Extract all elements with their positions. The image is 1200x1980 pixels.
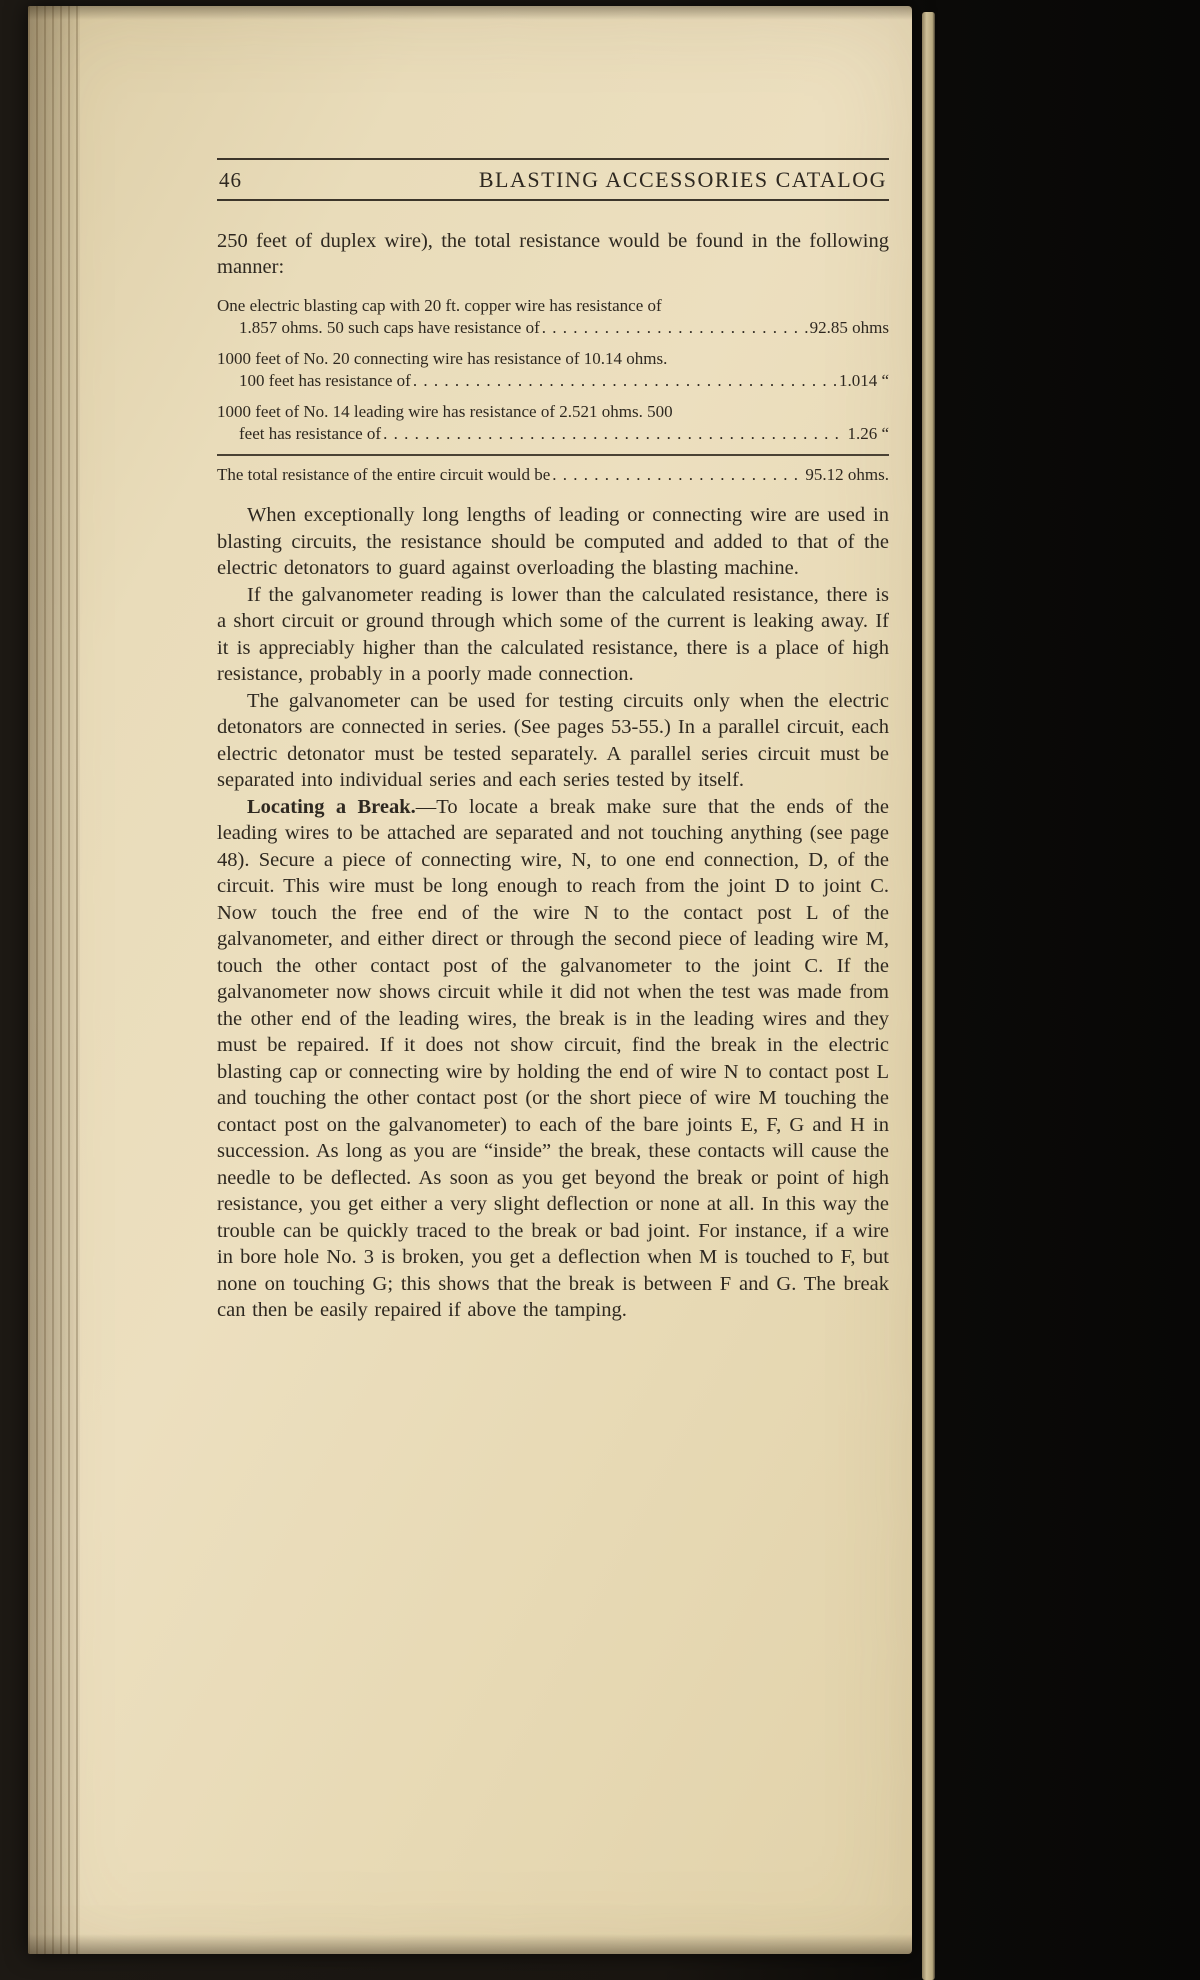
dot-leader (413, 370, 837, 392)
resistance-row-value: 1.014 “ (838, 371, 889, 390)
resistance-row-line1: 1000 feet of No. 14 leading wire has resistance of 2.521 ohms. 500 (217, 402, 673, 421)
total-value: 95.12 ohms. (805, 465, 889, 484)
dot-leader (383, 423, 845, 445)
paragraph-body-text: —To locate a break make sure that the ends of the leading wires to be attached are separated and not touching anything (see page 48). Secure a piece of connecting wire, N, to one end connection, D, of the circuit. This wire must be long enough to reach from the joint D to joint C. Now touch the free end of the wire N to the contact post L of the galvanometer, and either direct or through the second piece of leading wire M, touch the other contact post of the galvanometer to the joint C. If the galvanometer now shows circuit while it did not when the test was made from the other end of the leading wires, the break is in the leading wires and they must be repaired. If it does not show circuit, find the break in the electric blasting cap or connecting wire by holding the end of wire N to contact post L and touching the other contact post (or the short piece of wire M touching the contact post on the galvanometer) to each of the bare joints E, F, G and H in succession. As long as you are “inside” the break, these contacts will cause the needle to be deflected. As soon as you get beyond the break or point of high resistance, you get either a very slight deflection or none at all. In this way the trouble can be quickly traced to the break or bad joint. For instance, if a wire in bore hole No. 3 is broken, you get a deflection when M is touched to F, but none on touching G; this shows that the break is between F and G. The break can then be easily repaired if above the tamping. (217, 795, 889, 1321)
total-resistance-line (217, 464, 889, 486)
dot-leader (542, 317, 808, 339)
dot-leader (552, 464, 803, 486)
body-paragraph: If the galvanometer reading is lower than the calculated resistance, there is a short circuit or ground through which some of the current is leaking away. If it is appreciably higher than the calculated resistance, there is a place of high resistance, probably in a poorly made connection. (217, 583, 889, 685)
page-header (217, 158, 889, 201)
page-content (217, 158, 889, 1324)
resistance-row-label: feet has resistance of (239, 424, 382, 443)
total-label: The total resistance of the entire circuit would be (217, 465, 551, 484)
body-paragraph: The galvanometer can be used for testing circuits only when the electric detonators are connected in series. (See pages 53-55.) In a parallel circuit, each electric detonator must be tested separately. A parallel series circuit must be separated into individual series and each series tested by itself. (217, 689, 889, 791)
running-title: BLASTING ACCESSORIES CATALOG (478, 167, 887, 192)
resistance-row-line1: One electric blasting cap with 20 ft. copper wire has resistance of (217, 296, 662, 315)
page-top-shade (28, 6, 912, 20)
total-divider-rule (217, 454, 889, 456)
locating-a-break-paragraph (217, 794, 889, 1324)
page-stack-edges (28, 6, 80, 1954)
intro-paragraph: 250 feet of duplex wire), the total resistance would be found in the following manner: (217, 230, 889, 278)
resistance-row-label: 1.857 ohms. 50 such caps have resistance of (239, 318, 540, 337)
resistance-list (217, 295, 889, 486)
resistance-row-line1: 1000 feet of No. 20 connecting wire has resistance of 10.14 ohms. (217, 349, 668, 368)
resistance-row-line2 (217, 370, 889, 392)
body-paragraph: When exceptionally long lengths of leading or connecting wire are used in blasting circuits, the resistance should be computed and added to that of the electric detonators to guard against overloading the blasting machine. (217, 504, 889, 579)
resistance-row-line2 (217, 317, 889, 339)
resistance-row-line2 (217, 423, 889, 445)
resistance-row-value: 1.26 “ (847, 424, 889, 443)
resistance-row-value: 92.85 ohms (809, 318, 889, 337)
next-page-edge (922, 12, 935, 1980)
resistance-row (217, 295, 889, 339)
page-bottom-shade (28, 1934, 912, 1954)
book-page (28, 6, 912, 1954)
paragraph-lead-heading: Locating a Break. (247, 795, 416, 818)
page-number: 46 (219, 168, 242, 192)
resistance-row-label: 100 feet has resistance of (239, 371, 411, 390)
resistance-row (217, 348, 889, 392)
resistance-row (217, 401, 889, 445)
